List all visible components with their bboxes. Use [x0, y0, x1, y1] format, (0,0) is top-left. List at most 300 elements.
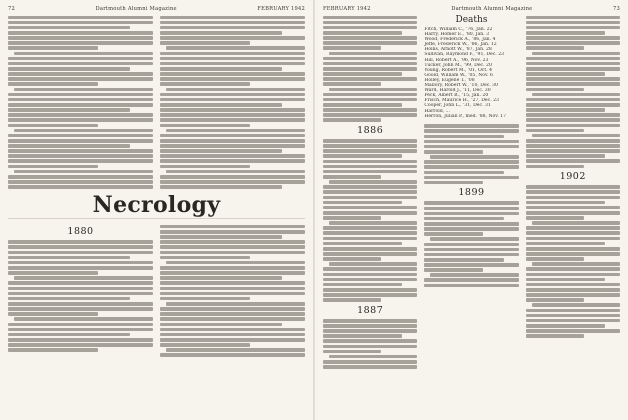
text-line — [526, 288, 620, 292]
text-line — [424, 124, 518, 128]
text-line — [424, 212, 518, 216]
text-line — [160, 281, 305, 285]
text-line — [8, 26, 130, 30]
death-entry: Peck, Albert B., '15, Jan. 20 — [424, 93, 489, 99]
text-line — [160, 225, 305, 229]
text-line — [8, 93, 153, 97]
text-line — [424, 145, 518, 149]
text-line — [160, 271, 305, 275]
text-line — [160, 175, 305, 179]
text-line — [424, 253, 518, 257]
text-line — [8, 62, 153, 66]
text-line — [166, 170, 305, 174]
text-line — [160, 26, 305, 30]
text-line — [8, 31, 153, 35]
text-line — [160, 72, 305, 76]
text-line — [160, 256, 250, 260]
text-line — [526, 72, 605, 76]
text-line — [323, 139, 417, 143]
death-entry: Sullivan, Raymond F., '91, Dec. 23 — [424, 52, 505, 58]
text-line — [160, 240, 305, 244]
text-line — [526, 226, 620, 230]
text-line — [8, 266, 153, 270]
text-line — [14, 129, 153, 133]
text-line — [8, 307, 153, 311]
text-line — [526, 118, 620, 122]
year-heading-1886: 1886 — [357, 124, 384, 136]
text-line — [8, 297, 130, 301]
text-line — [8, 118, 153, 122]
death-entry: Frisch, Maurice H., '27, Dec. 23 — [424, 98, 499, 104]
text-line — [424, 135, 503, 139]
text-line — [14, 276, 153, 280]
text-line — [323, 278, 417, 282]
text-line — [323, 206, 417, 210]
text-line — [160, 149, 282, 153]
text-line — [424, 227, 518, 231]
text-line — [424, 181, 482, 185]
text-line — [8, 159, 153, 163]
text-line — [166, 129, 305, 133]
text-line — [526, 108, 605, 112]
text-line — [424, 258, 503, 262]
text-line — [323, 36, 417, 40]
text-line — [160, 338, 305, 342]
text-line — [526, 113, 620, 117]
text-line — [14, 317, 153, 321]
text-line — [160, 276, 282, 280]
text-line — [323, 26, 417, 30]
text-line — [14, 88, 153, 92]
text-line — [526, 185, 620, 189]
text-line — [526, 67, 620, 71]
deaths-list — [424, 27, 518, 119]
text-line — [526, 77, 620, 81]
text-line — [323, 247, 417, 251]
text-line — [526, 267, 620, 271]
text-line — [526, 196, 620, 200]
text-line — [8, 67, 130, 71]
text-line — [323, 57, 417, 61]
text-line — [8, 57, 153, 61]
left-bottom-columns — [8, 223, 305, 358]
text-line — [8, 338, 153, 342]
text-line — [8, 149, 153, 153]
text-line — [526, 190, 620, 194]
text-line — [8, 154, 153, 158]
text-line — [8, 287, 153, 291]
text-line — [160, 108, 305, 112]
text-line — [323, 267, 417, 271]
text-line — [424, 217, 503, 221]
text-line — [526, 314, 620, 318]
text-line — [329, 88, 417, 92]
text-line — [8, 256, 130, 260]
text-line — [526, 298, 584, 302]
text-line — [160, 159, 305, 163]
text-line — [526, 98, 620, 102]
text-line — [329, 180, 417, 184]
text-line — [323, 165, 417, 169]
year-heading-1902: 1902 — [559, 171, 586, 183]
death-entry: Wood, Frederick A., '86, Jan. 4 — [424, 37, 496, 43]
text-line — [526, 26, 620, 30]
text-line — [323, 175, 381, 179]
death-entry: Herron, Julian P., med. '88, Nov. 17 — [424, 113, 507, 119]
text-line — [323, 334, 402, 338]
text-line — [160, 333, 305, 337]
text-line — [160, 297, 250, 301]
text-line — [323, 201, 402, 205]
text-line — [160, 185, 282, 189]
right-issue-date: FEBRUARY 1942 — [323, 6, 371, 12]
text-line — [526, 62, 620, 66]
text-line — [160, 245, 305, 249]
text-line — [424, 222, 518, 226]
text-line — [424, 171, 503, 175]
text-line — [160, 180, 305, 184]
death-entry: Hill, Robert A., '96, Nov. 23 — [424, 57, 489, 63]
text-line — [323, 190, 417, 194]
text-line — [160, 307, 305, 311]
year-heading-1880: 1880 — [67, 226, 94, 238]
text-line — [323, 324, 417, 328]
death-entry: Harry, Homer E., '80, Jan. 3 — [424, 32, 490, 38]
text-line — [8, 124, 98, 128]
text-line — [166, 88, 305, 92]
text-line — [526, 46, 584, 50]
text-line — [526, 309, 620, 313]
text-line — [323, 67, 417, 71]
text-line — [8, 328, 153, 332]
text-line — [526, 159, 620, 163]
text-line — [526, 211, 620, 215]
right-page-number: 73 — [612, 6, 620, 12]
text-line — [526, 103, 620, 107]
text-line — [323, 216, 381, 220]
text-line — [526, 242, 605, 246]
text-line — [526, 149, 620, 153]
text-line — [323, 226, 417, 230]
text-line — [526, 31, 605, 35]
death-entry: Mallory, Robert W., '10, Dec. 30 — [424, 83, 499, 89]
text-line — [8, 165, 98, 169]
text-line — [160, 312, 305, 316]
text-line — [424, 207, 518, 211]
text-line — [8, 16, 153, 20]
text-line — [323, 21, 417, 25]
text-line — [160, 134, 305, 138]
text-line — [166, 261, 305, 265]
text-line — [8, 41, 153, 45]
text-line — [160, 41, 250, 45]
text-line — [424, 263, 518, 267]
text-line — [532, 303, 620, 307]
text-line — [526, 273, 620, 277]
text-line — [526, 283, 620, 287]
text-line — [323, 160, 417, 164]
year-heading-1899: 1899 — [458, 187, 485, 199]
text-line — [8, 271, 98, 275]
text-line — [323, 98, 417, 102]
text-line — [160, 67, 282, 71]
text-line — [323, 345, 417, 349]
text-line — [160, 317, 305, 321]
right-running-head — [323, 5, 620, 13]
text-line — [160, 103, 282, 107]
text-line — [323, 185, 417, 189]
text-line — [424, 165, 518, 169]
text-line — [8, 240, 153, 244]
text-line — [160, 251, 305, 255]
left-column-1 — [8, 14, 153, 190]
right-column-3 — [526, 14, 620, 370]
text-line — [160, 124, 250, 128]
death-entry: Hollis, Arnott W., '87, Jan. 28 — [424, 47, 492, 53]
text-line — [323, 273, 417, 277]
text-line — [323, 329, 417, 333]
text-line — [160, 343, 250, 347]
text-line — [323, 170, 417, 174]
text-line — [160, 77, 305, 81]
text-line — [323, 46, 381, 50]
text-line — [329, 52, 417, 56]
text-line — [323, 350, 381, 354]
text-line — [323, 211, 417, 215]
left-column-2 — [160, 14, 305, 190]
text-line — [323, 293, 417, 297]
text-line — [424, 160, 518, 164]
right-page — [315, 0, 628, 420]
death-entry: Goold, William W., '05, Nov. 6 — [424, 72, 493, 78]
text-line — [329, 221, 417, 225]
left-magazine-title: Dartmouth Alumni Magazine — [95, 6, 177, 12]
text-line — [526, 57, 620, 61]
death-entry: Ward, Harold J., '11, Dec. 30 — [424, 88, 491, 94]
text-line — [160, 235, 282, 239]
text-line — [160, 292, 305, 296]
text-line — [166, 46, 305, 50]
text-line — [526, 154, 605, 158]
text-line — [323, 144, 417, 148]
text-line — [424, 129, 518, 133]
text-line — [526, 252, 620, 256]
text-line — [532, 262, 620, 266]
text-line — [160, 16, 305, 20]
deaths-title: Deaths — [455, 15, 488, 25]
text-line — [323, 283, 402, 287]
text-line — [323, 154, 402, 158]
text-line — [526, 324, 605, 328]
text-line — [532, 134, 620, 138]
text-line — [8, 292, 153, 296]
text-line — [8, 175, 153, 179]
left-column-4 — [160, 223, 305, 358]
text-line — [526, 329, 620, 333]
text-line — [526, 231, 620, 235]
text-line — [160, 98, 305, 102]
text-line — [8, 180, 153, 184]
text-line — [424, 268, 482, 272]
death-entry: Tucker, John M., '99, Dec. 20 — [424, 62, 492, 68]
text-line — [526, 278, 605, 282]
death-entry: Fitch, William C., '76, Jan. 22 — [424, 27, 493, 32]
text-line — [323, 237, 417, 241]
text-line — [424, 232, 482, 236]
text-line — [430, 237, 518, 241]
text-line — [8, 21, 153, 25]
text-line — [532, 93, 620, 97]
text-line — [323, 118, 381, 122]
text-line — [424, 284, 518, 288]
text-line — [526, 41, 620, 45]
text-line — [8, 343, 153, 347]
text-line — [532, 221, 620, 225]
left-running-head — [8, 5, 305, 13]
text-line — [8, 72, 153, 76]
text-line — [8, 108, 130, 112]
left-page — [0, 0, 313, 420]
text-line — [8, 185, 153, 189]
left-page-number: 72 — [8, 6, 16, 12]
text-line — [329, 262, 417, 266]
text-line — [160, 62, 305, 66]
text-line — [8, 103, 153, 107]
text-line — [323, 339, 417, 343]
text-line — [160, 323, 282, 327]
text-line — [424, 201, 518, 205]
text-line — [8, 46, 98, 50]
text-line — [424, 248, 518, 252]
text-line — [526, 319, 620, 323]
text-line — [526, 334, 584, 338]
text-line — [160, 21, 305, 25]
text-line — [160, 165, 250, 169]
text-line — [160, 287, 305, 291]
text-line — [323, 16, 417, 20]
left-column-3 — [8, 223, 153, 358]
text-line — [160, 118, 305, 122]
text-line — [526, 247, 620, 251]
death-entry: Jeffe, Frederick W., '86, Jan. 12 — [424, 42, 497, 48]
text-line — [160, 230, 305, 234]
text-line — [8, 312, 98, 316]
text-line — [424, 150, 482, 154]
text-line — [8, 333, 130, 337]
text-line — [323, 242, 402, 246]
text-line — [424, 278, 518, 282]
text-line — [8, 82, 98, 86]
text-line — [526, 36, 620, 40]
text-line — [8, 302, 153, 306]
text-line — [323, 365, 417, 369]
text-line — [160, 31, 282, 35]
text-line — [323, 93, 417, 97]
text-line — [323, 113, 417, 117]
text-line — [323, 288, 417, 292]
death-entry: Holley, Eugene T., '08 — [424, 77, 475, 83]
text-line — [323, 103, 402, 107]
text-line — [8, 144, 130, 148]
text-line — [526, 21, 620, 25]
text-line — [323, 319, 417, 323]
text-line — [160, 139, 305, 143]
text-line — [323, 108, 417, 112]
text-line — [8, 98, 153, 102]
text-line — [323, 77, 417, 81]
text-line — [526, 144, 620, 148]
text-line — [526, 216, 584, 220]
text-line — [8, 348, 98, 352]
text-line — [526, 124, 620, 128]
right-column-2 — [424, 14, 518, 370]
text-line — [160, 36, 305, 40]
text-line — [166, 302, 305, 306]
right-column-1 — [323, 14, 417, 370]
text-line — [430, 273, 518, 277]
text-line — [8, 77, 153, 81]
text-line — [8, 36, 153, 40]
text-line — [526, 293, 620, 297]
text-line — [160, 154, 305, 158]
text-line — [8, 139, 153, 143]
text-line — [323, 231, 417, 235]
text-line — [323, 252, 417, 256]
text-line — [160, 93, 305, 97]
text-line — [424, 243, 518, 247]
text-line — [526, 129, 584, 133]
death-entry: Young, Robert M., '01, Oct. 4 — [424, 67, 493, 73]
text-line — [160, 266, 305, 270]
year-heading-1887: 1887 — [357, 304, 384, 316]
text-line — [14, 52, 153, 56]
text-line — [160, 113, 305, 117]
text-line — [329, 355, 417, 359]
death-entry: Harrold, ... — [424, 108, 450, 114]
text-line — [8, 113, 153, 117]
text-line — [323, 257, 381, 261]
text-line — [323, 149, 417, 153]
left-issue-date: FEBRUARY 1942 — [257, 6, 305, 12]
text-line — [8, 245, 153, 249]
text-line — [323, 82, 381, 86]
text-line — [160, 328, 305, 332]
text-line — [323, 298, 381, 302]
text-line — [8, 251, 153, 255]
text-line — [424, 176, 518, 180]
right-columns — [323, 14, 620, 370]
text-line — [526, 206, 620, 210]
text-line — [8, 323, 153, 327]
text-line — [160, 353, 305, 357]
text-line — [323, 41, 417, 45]
text-line — [430, 155, 518, 159]
text-line — [532, 52, 620, 56]
text-line — [526, 82, 620, 86]
text-line — [160, 52, 305, 56]
left-top-columns — [8, 14, 305, 190]
text-line — [323, 360, 417, 364]
text-line — [526, 201, 605, 205]
text-line — [323, 31, 402, 35]
text-line — [526, 16, 620, 20]
text-line — [323, 196, 417, 200]
right-magazine-title: Dartmouth Alumni Magazine — [451, 6, 533, 12]
death-entry: Cooper, John L., '31, Dec. 31 — [424, 103, 491, 109]
text-line — [526, 237, 620, 241]
text-line — [526, 88, 584, 92]
text-line — [526, 257, 584, 261]
